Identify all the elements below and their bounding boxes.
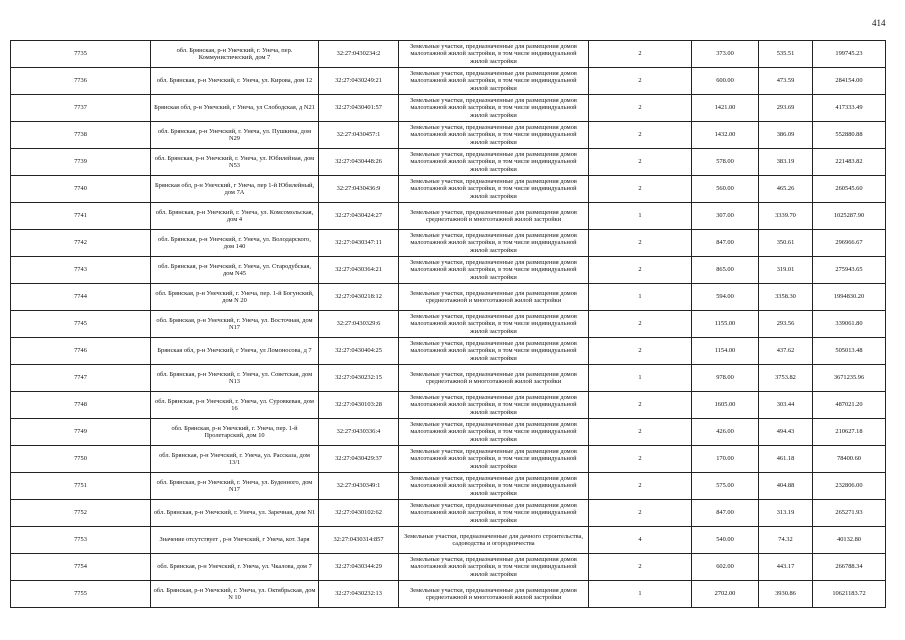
row-number-cell: 7751 bbox=[11, 473, 151, 500]
land-use-cell: Земельные участки, предназначенные для размещения домов малоэтажной жилой застройки, в том числе индивидуальной жилой застройки bbox=[399, 554, 589, 581]
land-use-cell: Земельные участки, предназначенные для размещения домов малоэтажной жилой застройки, в том числе индивидуальной жилой застройки bbox=[399, 500, 589, 527]
land-use-cell: Земельные участки, предназначенные для размещения домов среднеэтажной и многоэтажной жилой застройки bbox=[399, 284, 589, 311]
row-number-cell: 7744 bbox=[11, 284, 151, 311]
area-cell: 170.00 bbox=[692, 446, 759, 473]
address-cell: обл. Брянская, р-н Унечский, г. Унеча, пер. Коммунистический, дом 7 bbox=[151, 41, 319, 68]
rate-cell: 293.56 bbox=[759, 311, 813, 338]
table-row bbox=[11, 473, 886, 500]
address-cell: Значение отсутствует , р-н Унечский, г Унеча, кот. Заря bbox=[151, 527, 319, 554]
area-cell: 1154.00 bbox=[692, 338, 759, 365]
row-number-cell: 7738 bbox=[11, 122, 151, 149]
cadastral-value-cell: 284154.00 bbox=[813, 68, 886, 95]
area-cell: 1421.00 bbox=[692, 95, 759, 122]
cadastral-value-cell: 266788.34 bbox=[813, 554, 886, 581]
group-cell: 4 bbox=[589, 527, 692, 554]
row-number-cell: 7745 bbox=[11, 311, 151, 338]
cadastral-number-cell: 32:27:0430347:11 bbox=[319, 230, 399, 257]
row-number-cell: 7750 bbox=[11, 446, 151, 473]
table-row bbox=[11, 581, 886, 608]
land-use-cell: Земельные участки, предназначенные для размещения домов малоэтажной жилой застройки, в том числе индивидуальной жилой застройки bbox=[399, 41, 589, 68]
land-use-cell: Земельные участки, предназначенные для размещения домов среднеэтажной и многоэтажной жилой застройки bbox=[399, 203, 589, 230]
land-use-cell: Земельные участки, предназначенные для размещения домов малоэтажной жилой застройки, в том числе индивидуальной жилой застройки bbox=[399, 419, 589, 446]
cadastral-value-cell: 40132.80 bbox=[813, 527, 886, 554]
cadastral-number-cell: 32:27:0430401:57 bbox=[319, 95, 399, 122]
rate-cell: 3339.70 bbox=[759, 203, 813, 230]
cadastral-number-cell: 32:27:0430349:1 bbox=[319, 473, 399, 500]
cadastral-number-cell: 32:27:0430404:25 bbox=[319, 338, 399, 365]
table-row bbox=[11, 500, 886, 527]
table-row bbox=[11, 554, 886, 581]
rate-cell: 313.19 bbox=[759, 500, 813, 527]
row-number-cell: 7735 bbox=[11, 41, 151, 68]
cadastral-number-cell: 32:27:0430457:1 bbox=[319, 122, 399, 149]
area-cell: 1155.00 bbox=[692, 311, 759, 338]
group-cell: 2 bbox=[589, 176, 692, 203]
cadastral-number-cell: 32:27:0430424:27 bbox=[319, 203, 399, 230]
group-cell: 2 bbox=[589, 41, 692, 68]
group-cell: 2 bbox=[589, 230, 692, 257]
row-number-cell: 7754 bbox=[11, 554, 151, 581]
land-use-cell: Земельные участки, предназначенные для размещения домов малоэтажной жилой застройки, в том числе индивидуальной жилой застройки bbox=[399, 95, 589, 122]
address-cell: обл. Брянская, р-н Унечский, г. Унеча, пер. 1-й Пролетарский, дом 10 bbox=[151, 419, 319, 446]
group-cell: 1 bbox=[589, 284, 692, 311]
group-cell: 2 bbox=[589, 257, 692, 284]
row-number-cell: 7737 bbox=[11, 95, 151, 122]
land-use-cell: Земельные участки, предназначенные для дачного строительства, садоводства и огородничества bbox=[399, 527, 589, 554]
rate-cell: 74.32 bbox=[759, 527, 813, 554]
address-cell: Брянская обл, р-н Унечский, г Унеча, ул Ломоносова, д 7 bbox=[151, 338, 319, 365]
area-cell: 1432.00 bbox=[692, 122, 759, 149]
area-cell: 600.00 bbox=[692, 68, 759, 95]
table-row bbox=[11, 446, 886, 473]
cadastral-value-cell: 552880.88 bbox=[813, 122, 886, 149]
cadastral-value-cell: 1994830.20 bbox=[813, 284, 886, 311]
cadastral-number-cell: 32:27:0430344:29 bbox=[319, 554, 399, 581]
cadastral-registry-table bbox=[10, 40, 886, 608]
address-cell: обл. Брянская, р-н Унечский, г. Унеча, ул. Комсомольская, дом 4 bbox=[151, 203, 319, 230]
table-row bbox=[11, 257, 886, 284]
address-cell: обл. Брянская, р-н Унечский, г. Унеча, ул. Октябрьская, дом N 10 bbox=[151, 581, 319, 608]
row-number-cell: 7749 bbox=[11, 419, 151, 446]
table-row bbox=[11, 41, 886, 68]
group-cell: 2 bbox=[589, 149, 692, 176]
address-cell: обл. Брянская, р-н Унечский, г. Унеча, ул. Рассказа, дом 13/1 bbox=[151, 446, 319, 473]
table-row bbox=[11, 68, 886, 95]
rate-cell: 443.17 bbox=[759, 554, 813, 581]
land-use-cell: Земельные участки, предназначенные для размещения домов малоэтажной жилой застройки, в том числе индивидуальной жилой застройки bbox=[399, 311, 589, 338]
group-cell: 1 bbox=[589, 365, 692, 392]
cadastral-number-cell: 32:27:0430232:13 bbox=[319, 581, 399, 608]
group-cell: 2 bbox=[589, 68, 692, 95]
table-row bbox=[11, 176, 886, 203]
group-cell: 2 bbox=[589, 311, 692, 338]
cadastral-number-cell: 32:27:0430336:4 bbox=[319, 419, 399, 446]
cadastral-number-cell: 32:27:0430234:2 bbox=[319, 41, 399, 68]
land-use-cell: Земельные участки, предназначенные для размещения домов малоэтажной жилой застройки, в том числе индивидуальной жилой застройки bbox=[399, 68, 589, 95]
cadastral-number-cell: 32:27:0430314:857 bbox=[319, 527, 399, 554]
land-use-cell: Земельные участки, предназначенные для размещения домов малоэтажной жилой застройки, в том числе индивидуальной жилой застройки bbox=[399, 338, 589, 365]
cadastral-value-cell: 210627.18 bbox=[813, 419, 886, 446]
address-cell: Брянская обл, р-н Унечский, г Унеча, пер 1-й Юбилейный, дом 7А bbox=[151, 176, 319, 203]
land-use-cell: Земельные участки, предназначенные для размещения домов малоэтажной жилой застройки, в том числе индивидуальной жилой застройки bbox=[399, 230, 589, 257]
address-cell: обл. Брянская, р-н Унечский, г. Унеча, ул. Буденного, дом N17 bbox=[151, 473, 319, 500]
table-row bbox=[11, 284, 886, 311]
land-use-cell: Земельные участки, предназначенные для размещения домов малоэтажной жилой застройки, в том числе индивидуальной жилой застройки bbox=[399, 122, 589, 149]
page-number: 414 bbox=[872, 18, 886, 28]
rate-cell: 494.43 bbox=[759, 419, 813, 446]
area-cell: 602.00 bbox=[692, 554, 759, 581]
row-number-cell: 7736 bbox=[11, 68, 151, 95]
cadastral-value-cell: 1025287.90 bbox=[813, 203, 886, 230]
area-cell: 426.00 bbox=[692, 419, 759, 446]
group-cell: 2 bbox=[589, 446, 692, 473]
row-number-cell: 7747 bbox=[11, 365, 151, 392]
cadastral-value-cell: 78400.60 bbox=[813, 446, 886, 473]
cadastral-number-cell: 32:27:0430364:21 bbox=[319, 257, 399, 284]
cadastral-number-cell: 32:27:0430329:6 bbox=[319, 311, 399, 338]
address-cell: обл. Брянская, р-н Унечский, г. Унеча, ул. Восточная, дом N17 bbox=[151, 311, 319, 338]
area-cell: 575.00 bbox=[692, 473, 759, 500]
address-cell: обл. Брянская, р-н Унечский, г. Унеча, ул. Стародубская, дом N45 bbox=[151, 257, 319, 284]
table-row bbox=[11, 149, 886, 176]
rate-cell: 383.19 bbox=[759, 149, 813, 176]
cadastral-value-cell: 10621183.72 bbox=[813, 581, 886, 608]
area-cell: 373.00 bbox=[692, 41, 759, 68]
group-cell: 2 bbox=[589, 419, 692, 446]
cadastral-number-cell: 32:27:0430103:28 bbox=[319, 392, 399, 419]
table-row bbox=[11, 338, 886, 365]
area-cell: 540.00 bbox=[692, 527, 759, 554]
cadastral-value-cell: 339061.80 bbox=[813, 311, 886, 338]
rate-cell: 404.88 bbox=[759, 473, 813, 500]
row-number-cell: 7741 bbox=[11, 203, 151, 230]
rate-cell: 303.44 bbox=[759, 392, 813, 419]
cadastral-number-cell: 32:27:0430102:62 bbox=[319, 500, 399, 527]
rate-cell: 465.26 bbox=[759, 176, 813, 203]
cadastral-number-cell: 32:27:0430249:21 bbox=[319, 68, 399, 95]
table-row bbox=[11, 230, 886, 257]
row-number-cell: 7748 bbox=[11, 392, 151, 419]
land-use-cell: Земельные участки, предназначенные для размещения домов малоэтажной жилой застройки, в том числе индивидуальной жилой застройки bbox=[399, 257, 589, 284]
table-row bbox=[11, 527, 886, 554]
land-use-cell: Земельные участки, предназначенные для размещения домов малоэтажной жилой застройки, в том числе индивидуальной жилой застройки bbox=[399, 473, 589, 500]
cadastral-value-cell: 265271.93 bbox=[813, 500, 886, 527]
cadastral-value-cell: 296966.67 bbox=[813, 230, 886, 257]
area-cell: 560.00 bbox=[692, 176, 759, 203]
row-number-cell: 7743 bbox=[11, 257, 151, 284]
table-row bbox=[11, 365, 886, 392]
cadastral-value-cell: 260545.60 bbox=[813, 176, 886, 203]
cadastral-value-cell: 505013.48 bbox=[813, 338, 886, 365]
group-cell: 2 bbox=[589, 95, 692, 122]
group-cell: 1 bbox=[589, 581, 692, 608]
cadastral-number-cell: 32:27:0430448:26 bbox=[319, 149, 399, 176]
address-cell: обл. Брянская, р-н Унечский, г. Унеча, ул. Советская, дом N13 bbox=[151, 365, 319, 392]
land-use-cell: Земельные участки, предназначенные для размещения домов малоэтажной жилой застройки, в том числе индивидуальной жилой застройки bbox=[399, 446, 589, 473]
address-cell: Брянская обл, р-н Унечский, г Унеча, ул Слободская, д N21 bbox=[151, 95, 319, 122]
land-use-cell: Земельные участки, предназначенные для размещения домов малоэтажной жилой застройки, в том числе индивидуальной жилой застройки bbox=[399, 176, 589, 203]
address-cell: обл. Брянская, р-н Унечский, г. Унеча, ул. Юбилейная, дом N53 bbox=[151, 149, 319, 176]
land-use-cell: Земельные участки, предназначенные для размещения домов малоэтажной жилой застройки, в том числе индивидуальной жилой застройки bbox=[399, 392, 589, 419]
table-row bbox=[11, 392, 886, 419]
address-cell: обл. Брянская, р-н Унечский, г. Унеча, ул. Пушкина, дом N29 bbox=[151, 122, 319, 149]
area-cell: 2702.00 bbox=[692, 581, 759, 608]
cadastral-number-cell: 32:27:0430218:12 bbox=[319, 284, 399, 311]
row-number-cell: 7752 bbox=[11, 500, 151, 527]
cadastral-number-cell: 32:27:0430232:15 bbox=[319, 365, 399, 392]
cadastral-number-cell: 32:27:0430436:9 bbox=[319, 176, 399, 203]
group-cell: 2 bbox=[589, 473, 692, 500]
rate-cell: 293.69 bbox=[759, 95, 813, 122]
rate-cell: 3753.82 bbox=[759, 365, 813, 392]
row-number-cell: 7740 bbox=[11, 176, 151, 203]
area-cell: 847.00 bbox=[692, 230, 759, 257]
area-cell: 594.00 bbox=[692, 284, 759, 311]
row-number-cell: 7746 bbox=[11, 338, 151, 365]
rate-cell: 535.51 bbox=[759, 41, 813, 68]
land-use-cell: Земельные участки, предназначенные для размещения домов среднеэтажной и многоэтажной жилой застройки bbox=[399, 581, 589, 608]
group-cell: 2 bbox=[589, 122, 692, 149]
cadastral-value-cell: 232806.00 bbox=[813, 473, 886, 500]
group-cell: 2 bbox=[589, 338, 692, 365]
cadastral-value-cell: 487021.20 bbox=[813, 392, 886, 419]
row-number-cell: 7739 bbox=[11, 149, 151, 176]
address-cell: обл. Брянская, р-н Унечский, г. Унеча, ул. Кирова, дом 12 bbox=[151, 68, 319, 95]
area-cell: 578.00 bbox=[692, 149, 759, 176]
rate-cell: 437.62 bbox=[759, 338, 813, 365]
address-cell: обл. Брянская, р-н Унечский, г. Унеча, ул. Чкалова, дом 7 bbox=[151, 554, 319, 581]
row-number-cell: 7742 bbox=[11, 230, 151, 257]
rate-cell: 461.18 bbox=[759, 446, 813, 473]
row-number-cell: 7755 bbox=[11, 581, 151, 608]
area-cell: 307.00 bbox=[692, 203, 759, 230]
cadastral-value-cell: 221483.82 bbox=[813, 149, 886, 176]
rate-cell: 386.09 bbox=[759, 122, 813, 149]
table-row bbox=[11, 203, 886, 230]
cadastral-value-cell: 417333.49 bbox=[813, 95, 886, 122]
area-cell: 978.00 bbox=[692, 365, 759, 392]
group-cell: 2 bbox=[589, 554, 692, 581]
rate-cell: 3358.30 bbox=[759, 284, 813, 311]
land-use-cell: Земельные участки, предназначенные для размещения домов малоэтажной жилой застройки, в том числе индивидуальной жилой застройки bbox=[399, 149, 589, 176]
rate-cell: 3930.86 bbox=[759, 581, 813, 608]
group-cell: 2 bbox=[589, 500, 692, 527]
address-cell: обл. Брянская, р-н Унечский, г. Унеча, ул. Суровкевая, дом 16 bbox=[151, 392, 319, 419]
rate-cell: 473.59 bbox=[759, 68, 813, 95]
table-row bbox=[11, 419, 886, 446]
table-row bbox=[11, 311, 886, 338]
rate-cell: 319.01 bbox=[759, 257, 813, 284]
table-row bbox=[11, 95, 886, 122]
cadastral-number-cell: 32:27:0430429:37 bbox=[319, 446, 399, 473]
rate-cell: 350.61 bbox=[759, 230, 813, 257]
address-cell: обл. Брянская, р-н Унечский, г. Унеча, ул. Володарского, дом 140 bbox=[151, 230, 319, 257]
cadastral-value-cell: 3671235.96 bbox=[813, 365, 886, 392]
area-cell: 1605.00 bbox=[692, 392, 759, 419]
area-cell: 865.00 bbox=[692, 257, 759, 284]
cadastral-value-cell: 199745.23 bbox=[813, 41, 886, 68]
cadastral-value-cell: 275943.65 bbox=[813, 257, 886, 284]
land-use-cell: Земельные участки, предназначенные для размещения домов среднеэтажной и многоэтажной жилой застройки bbox=[399, 365, 589, 392]
group-cell: 2 bbox=[589, 392, 692, 419]
address-cell: обл. Брянская, р-н Унечский, г. Унеча, ул. Заречная, дом N1 bbox=[151, 500, 319, 527]
address-cell: обл. Брянская, р-н Унечский, г. Унеча, пер. 1-й Богунский, дом N 20 bbox=[151, 284, 319, 311]
area-cell: 847.00 bbox=[692, 500, 759, 527]
table-row bbox=[11, 122, 886, 149]
group-cell: 1 bbox=[589, 203, 692, 230]
row-number-cell: 7753 bbox=[11, 527, 151, 554]
